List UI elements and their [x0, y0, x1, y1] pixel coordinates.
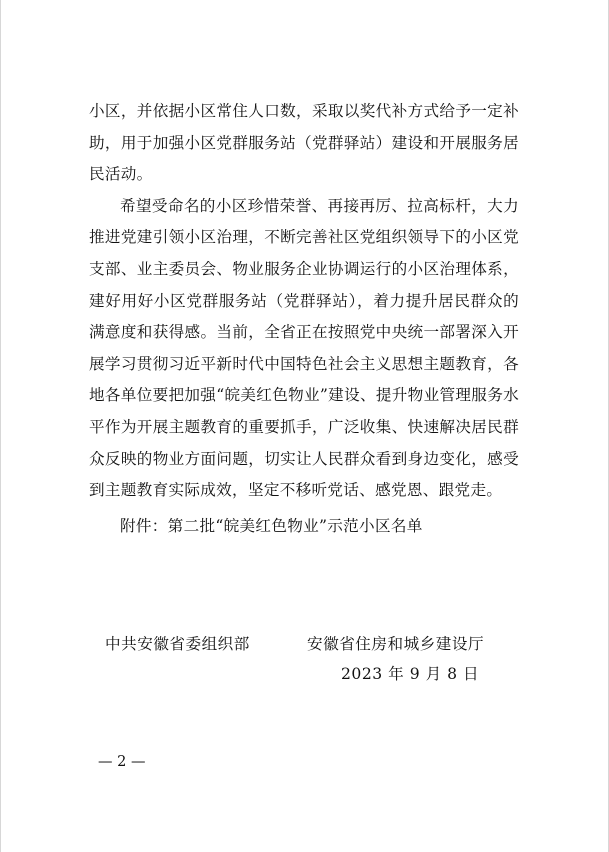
- attachment-line: 附件：第二批“皖美红色物业”示范小区名单: [120, 517, 423, 535]
- signature-housing-department: 安徽省住房和城乡建设厅: [307, 635, 485, 653]
- signature-date: 2023 年 9 月 8 日: [341, 665, 480, 683]
- body-text: [89, 96, 519, 507]
- paragraph-continuation: 小区，并依据小区常住人口数，采取以奖代补方式给予一定补助，用于加强小区党群服务站（党群驿站）建设和开展服务居民活动。: [89, 102, 519, 184]
- paragraph-main: 希望受命名的小区珍惜荣誉、再接再厉、拉高标杆，大力推进党建引领小区治理，不断完善社区党组织领导下的小区党支部、业主委员会、物业服务企业协调运行的小区治理体系，建好用好小区党群服务站（党群驿站），着力提升居民群众的满意度和获得感。当前，全省正在按照党中央统一部署深入开展学习贯彻习近平新时代中国特色社会主义思想主题教育，各地各单位要把加强“皖美红色物业”建设、提升物业管理服务水平作为开展主题教育的重要抓手，广泛收集、快速解决居民群众反映的物业方面问题，切实让人民群众看到身边变化，感受到主题教育实际成效，坚定不移听党话、感党恩、跟党走。: [89, 196, 519, 500]
- page-number: — 2 —: [98, 754, 146, 770]
- signature-organization-department: 中共安徽省委组织部: [105, 635, 250, 653]
